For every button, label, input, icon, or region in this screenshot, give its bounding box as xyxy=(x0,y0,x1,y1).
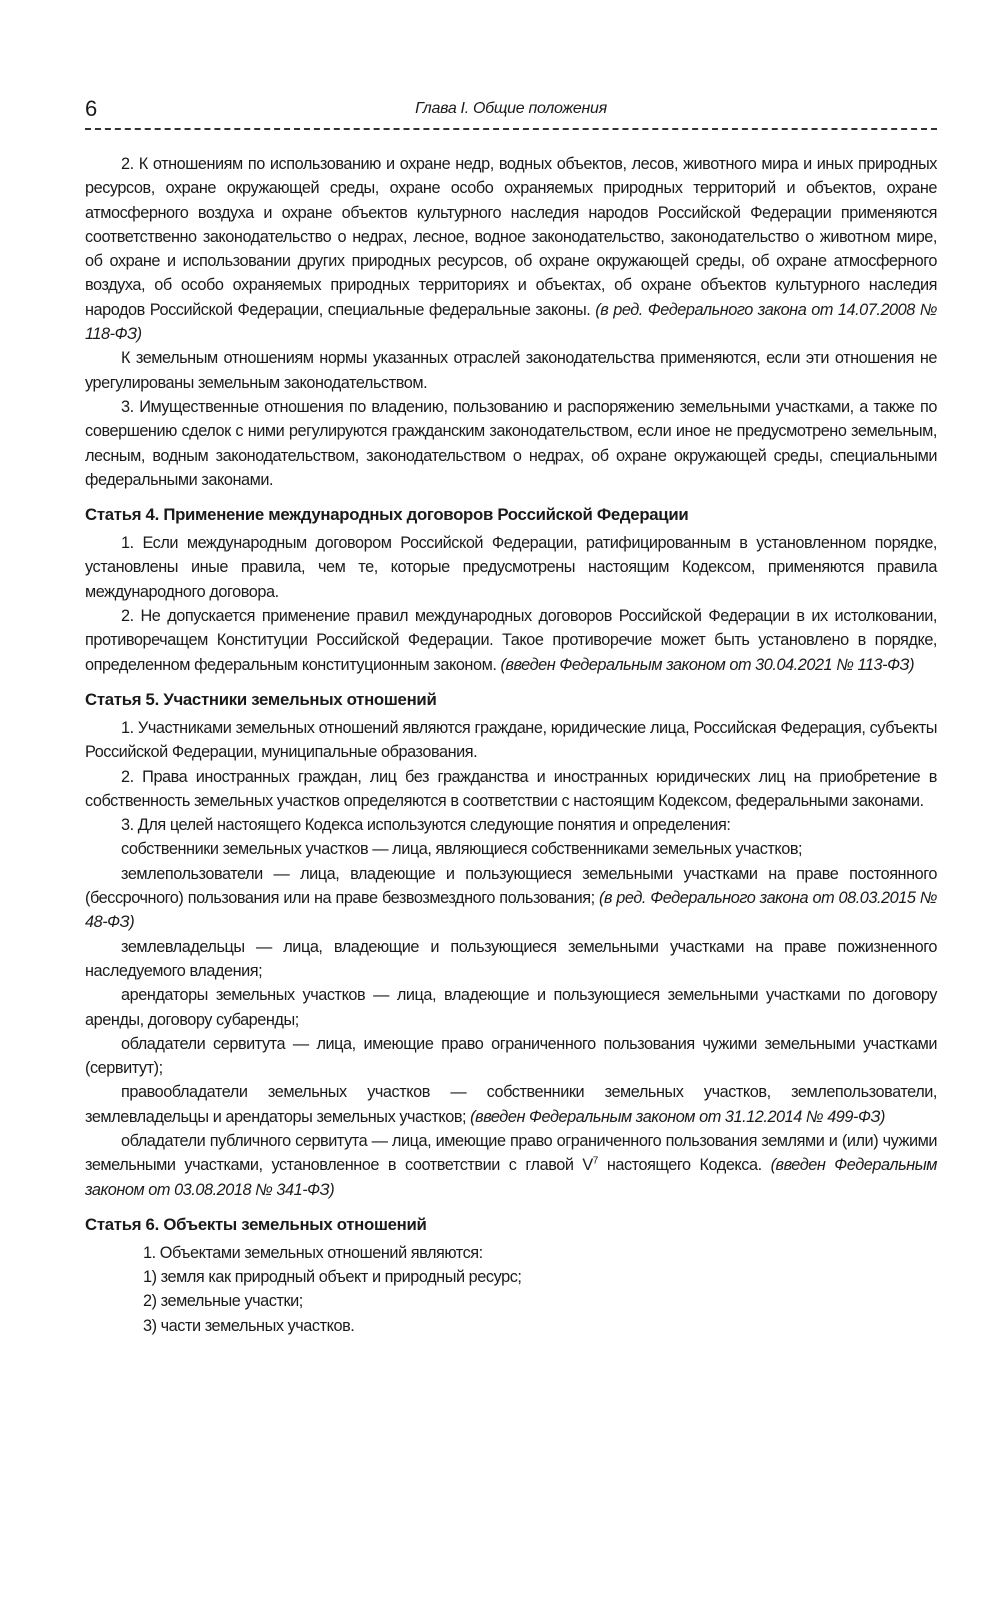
paragraph xyxy=(85,604,937,677)
list-item: 1) земля как природный объект и природный ресурс; xyxy=(143,1268,522,1287)
definition: землевладельцы — лица, владеющие и пользующиеся земельными участками на праве пожизненного наследуемого владения; xyxy=(85,937,937,980)
definition-text: правообладатели земельных участков — собственники земельных участков, землепользователи, землевладельцы и арендаторы земельных участков; xyxy=(85,1083,937,1126)
definition xyxy=(85,1080,937,1129)
paragraph: 1. Объектами земельных отношений являются: xyxy=(143,1243,483,1262)
page-number: 6 xyxy=(85,96,98,121)
list-item: 3) части земельных участков. xyxy=(143,1316,355,1335)
paragraph: 3. Имущественные отношения по владению, пользованию и распоряжению земельными участками, а также по совершению сделок с ними регулируются гражданским законодательством, если иное не предусмотрено земельным, лесным, водным законодательством, законодательством о недрах, об охране окружающей среды, специальными федеральными законами. xyxy=(85,397,937,489)
paragraph: К земельным отношениям нормы указанных отраслей законодательства применяются, если эти отношения не урегулированы земельным законодательством. xyxy=(85,349,937,392)
definition-text: настоящего Кодекса. xyxy=(597,1156,771,1175)
definition-text: землепользователи — лица, владеющие и пользующиеся земельными участками на праве постоянного (бессрочного) пользования или на праве безвозмездного пользования; xyxy=(85,864,937,908)
amendment-note: (введен Федеральным законом от 03.08.2018 № 341-ФЗ) xyxy=(85,1156,937,1199)
article-6-title: Статья 6. Объекты земельных отношений xyxy=(85,1214,427,1234)
amendment-note: (в ред. Федерального закона от 08.03.2015 № 48-ФЗ) xyxy=(85,889,937,932)
page-header xyxy=(85,96,937,126)
amendment-note: (введен Федеральным законом от 31.12.2014 № 499-ФЗ) xyxy=(470,1107,885,1126)
paragraph: 3. Для целей настоящего Кодекса используются следующие понятия и определения: xyxy=(121,816,731,835)
paragraph xyxy=(85,152,937,346)
definition xyxy=(85,1129,937,1202)
paragraph-text: 2. К отношениям по использованию и охране недр, водных объектов, лесов, животного мира и иных природных ресурсов, охране окружающей среды, охране особо охраняемых природных территорий и объектов, охране атмосферного воздуха и охране объектов культурного наследия народов Российской Федерации применяются соответственно законодательство о недрах, лесное, водное законодательство, законодательство о животном мире, об охране и использовании других природных ресурсов, об охране окружающей среды, об охране атмосферного воздуха, об особо охраняемых природных территориях и объектах, об охране объектов культурного наследия народов Российской Федерации, специальные федеральные законы. xyxy=(85,155,937,319)
definition xyxy=(85,862,937,935)
definition: обладатели сервитута — лица, имеющие право ограниченного пользования чужими земельными участками (сервитут); xyxy=(85,1034,937,1078)
definition: собственники земельных участков — лица, являющиеся собственниками земельных участков; xyxy=(121,840,803,859)
article-4-title: Статья 4. Применение международных договоров Российской Федерации xyxy=(85,505,689,525)
paragraph-text: 2. Не допускается применение правил международных договоров Российской Федерации в их истолковании, противоречащем Конституции Российской Федерации. Такое противоречие может быть установлено в порядке, определенном федеральным конституционным законом. xyxy=(85,607,937,674)
amendment-note: (введен Федеральным законом от 30.04.2021 № 113-ФЗ) xyxy=(500,655,915,674)
amendment-note: (в ред. Федерального закона от 14.07.2008 № 118-ФЗ) xyxy=(85,300,937,344)
definition-text: обладатели публичного сервитута — лица, имеющие право ограниченного пользования землями и (или) чужими земельными участками, установленное в соответствии с главой V xyxy=(85,1131,937,1175)
article-5-title: Статья 5. Участники земельных отношений xyxy=(85,689,437,709)
paragraph: 2. Права иностранных граждан, лиц без гражданства и иностранных юридических лиц на приобретение в собственность земельных участков определяются в соответствии с настоящим Кодексом, федеральными законами. xyxy=(85,767,937,810)
definition: арендаторы земельных участков — лица, владеющие и пользующиеся земельными участками по договору аренды, договору субаренды; xyxy=(85,986,937,1029)
superscript: 7 xyxy=(592,1155,598,1167)
header-divider xyxy=(85,128,937,130)
paragraph: 1. Участниками земельных отношений являются граждане, юридические лица, Российская Федерация, субъекты Российской Федерации, муниципальные образования. xyxy=(85,718,937,762)
running-title: Глава I. Общие положения xyxy=(415,100,607,117)
page-body xyxy=(85,152,937,1338)
list-item: 2) земельные участки; xyxy=(143,1292,303,1311)
paragraph: 1. Если международным договором Российской Федерации, ратифицированным в установленном порядке, установлены иные правила, чем те, которые предусмотрены настоящим Кодексом, применяются правила международного договора. xyxy=(85,534,937,601)
